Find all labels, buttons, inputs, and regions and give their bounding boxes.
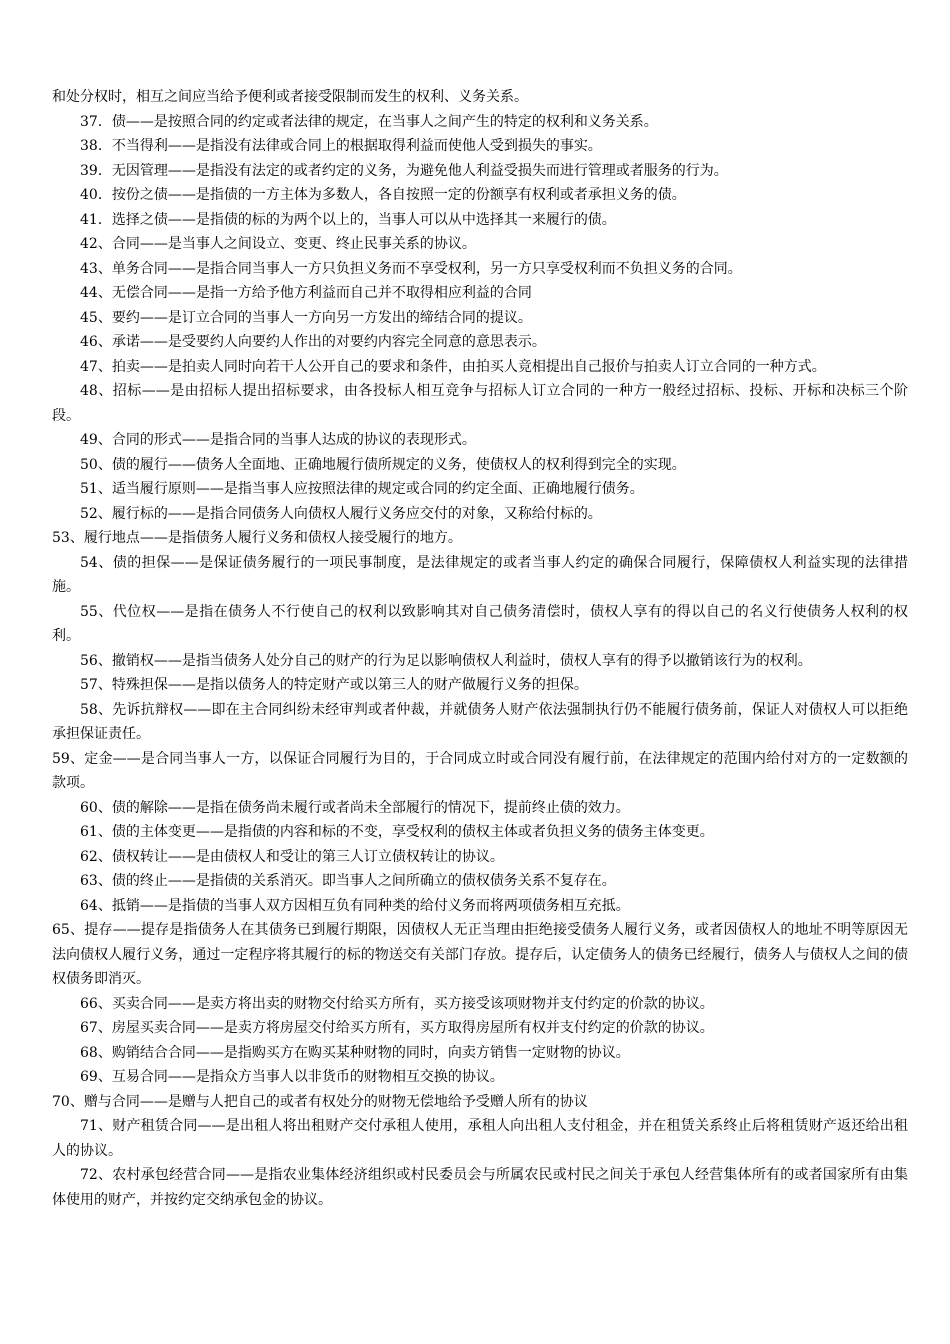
paragraph: 58、先诉抗辩权——即在主合同纠纷未经审判或者仲裁，并就债务人财产依法强制执行仍不能履行债务前，保证人对债权人可以拒绝承担保证责任。 bbox=[52, 701, 908, 742]
paragraph: 48、招标——是由招标人提出招标要求，由各投标人相互竞争与招标人订立合同的一种方一般经过招标、投标、开标和决标三个阶段。 bbox=[52, 383, 908, 424]
paragraph: 62、债权转让——是由债权人和受让的第三人订立债权转让的协议。 bbox=[80, 848, 504, 865]
paragraph: 61、债的主体变更——是指债的内容和标的不变，享受权利的债权主体或者负担义务的债务主体变更。 bbox=[80, 824, 714, 840]
paragraph: 46、承诺——是受要约人向要约人作出的对要约内容完全同意的意思表示。 bbox=[80, 334, 546, 350]
paragraph: 59、定金——是合同当事人一方，以保证合同履行为目的，于合同成立时或合同没有履行前，在法律规定的范围内给付对方的一定数额的款项。 bbox=[52, 750, 908, 791]
paragraph: 52、履行标的——是指合同债务人向债权人履行义务应交付的对象，又称给付标的。 bbox=[80, 505, 602, 522]
paragraph: 65、提存——提存是指债务人在其债务已到履行期限，因债权人无正当理由拒绝接受债务人履行义务，或者因债权人的地址不明等原因无法向债权人履行义务，通过一定程序将其履行的标的物送交有关部门存放。提存后，认定债务人的债务已经履行，债务人与债权人之间的债权债务即消灭。 bbox=[52, 922, 908, 987]
paragraph: 72、农村承包经营合同——是指农业集体经济组织或村民委员会与所属农民或村民之间关于承包人经营集体所有的或者国家所有由集体使用的财产，并按约定交纳承包金的协议。 bbox=[52, 1167, 908, 1208]
paragraph: 47、拍卖——是拍卖人同时向若干人公开自己的要求和条件，由拍买人竞相提出自己报价与拍卖人订立合同的一种方式。 bbox=[80, 358, 826, 375]
paragraph: 63、债的终止——是指债的关系消灭。即当事人之间所确立的债权债务关系不复存在。 bbox=[80, 873, 616, 889]
paragraph: 39．无因管理——是指没有法定的或者约定的义务，为避免他人利益受损失而进行管理或者服务的行为。 bbox=[80, 162, 728, 179]
paragraph: 66、买卖合同——是卖方将出卖的财物交付给买方所有，买方接受该项财物并支付约定的价款的协议。 bbox=[80, 995, 714, 1012]
paragraph: 60、债的解除——是指在债务尚未履行或者尚未全部履行的情况下，提前终止债的效力。 bbox=[80, 799, 630, 816]
paragraph: 和处分权时，相互之间应当给予便利或者接受限制而发生的权利、义务关系。 bbox=[52, 89, 528, 105]
paragraph: 40．按份之债——是指债的一方主体为多数人，各自按照一定的份额享有权利或者承担义务的债。 bbox=[80, 187, 686, 203]
paragraph: 44、无偿合同——是指一方给予他方利益而自己并不取得相应利益的合同 bbox=[80, 285, 532, 301]
paragraph: 45、要约——是订立合同的当事人一方向另一方发出的缔结合同的提议。 bbox=[80, 309, 532, 326]
paragraph: 55、代位权——是指在债务人不行使自己的权利以致影响其对自己债务清偿时，债权人享有的得以自己的名义行使债务人权利的权利。 bbox=[52, 603, 908, 644]
paragraph: 70、赠与合同——是赠与人把自己的或者有权处分的财物无偿地给予受赠人所有的协议 bbox=[52, 1093, 588, 1110]
paragraph: 49、合同的形式——是指合同的当事人达成的协议的表现形式。 bbox=[80, 432, 476, 448]
document-body bbox=[52, 85, 908, 1212]
paragraph: 71、财产租赁合同——是出租人将出租财产交付承租人使用，承租人向出租人支付租金，并在租赁关系终止后将租赁财产返还给出租人的协议。 bbox=[52, 1118, 908, 1159]
paragraph: 57、特殊担保——是指以债务人的特定财产或以第三人的财产做履行义务的担保。 bbox=[80, 677, 588, 693]
paragraph: 69、互易合同——是指众方当事人以非货币的财物相互交换的协议。 bbox=[80, 1069, 504, 1085]
paragraph: 51、适当履行原则——是指当事人应按照法律的规定或合同的约定全面、正确地履行债务。 bbox=[80, 481, 644, 497]
paragraph: 53、履行地点——是指债务人履行义务和债权人接受履行的地方。 bbox=[52, 530, 462, 546]
paragraph: 41．选择之债——是指债的标的为两个以上的，当事人可以从中选择其一来履行的债。 bbox=[80, 211, 616, 228]
paragraph: 54、债的担保——是保证债务履行的一项民事制度，是法律规定的或者当事人约定的确保合同履行，保障债权人利益实现的法律措施。 bbox=[52, 554, 908, 595]
paragraph: 56、撤销权——是指当债务人处分自己的财产的行为足以影响债权人利益时，债权人享有的得予以撤销该行为的权利。 bbox=[80, 652, 812, 669]
paragraph: 43、单务合同——是指合同当事人一方只负担义务而不享受权利，另一方只享受权利而不负担义务的合同。 bbox=[80, 260, 742, 277]
paragraph: 50、债的履行——债务人全面地、正确地履行债所规定的义务，使债权人的权利得到完全的实现。 bbox=[80, 456, 686, 473]
paragraph: 67、房屋买卖合同——是卖方将房屋交付给买方所有，买方取得房屋所有权并支付约定的价款的协议。 bbox=[80, 1020, 714, 1036]
paragraph: 68、购销结合合同——是指购买方在购买某种财物的同时，向卖方销售一定财物的协议。 bbox=[80, 1044, 630, 1061]
paragraph: 38．不当得利——是指没有法律或合同上的根据取得利益而使他人受到损失的事实。 bbox=[80, 138, 602, 154]
paragraph: 37．债——是按照合同的约定或者法律的规定，在当事人之间产生的特定的权利和义务关系。 bbox=[80, 113, 658, 130]
paragraph: 64、抵销——是指债的当事人双方因相互负有同种类的给付义务而将两项债务相互充抵。 bbox=[80, 897, 630, 914]
paragraph: 42、合同——是当事人之间设立、变更、终止民事关系的协议。 bbox=[80, 236, 476, 252]
